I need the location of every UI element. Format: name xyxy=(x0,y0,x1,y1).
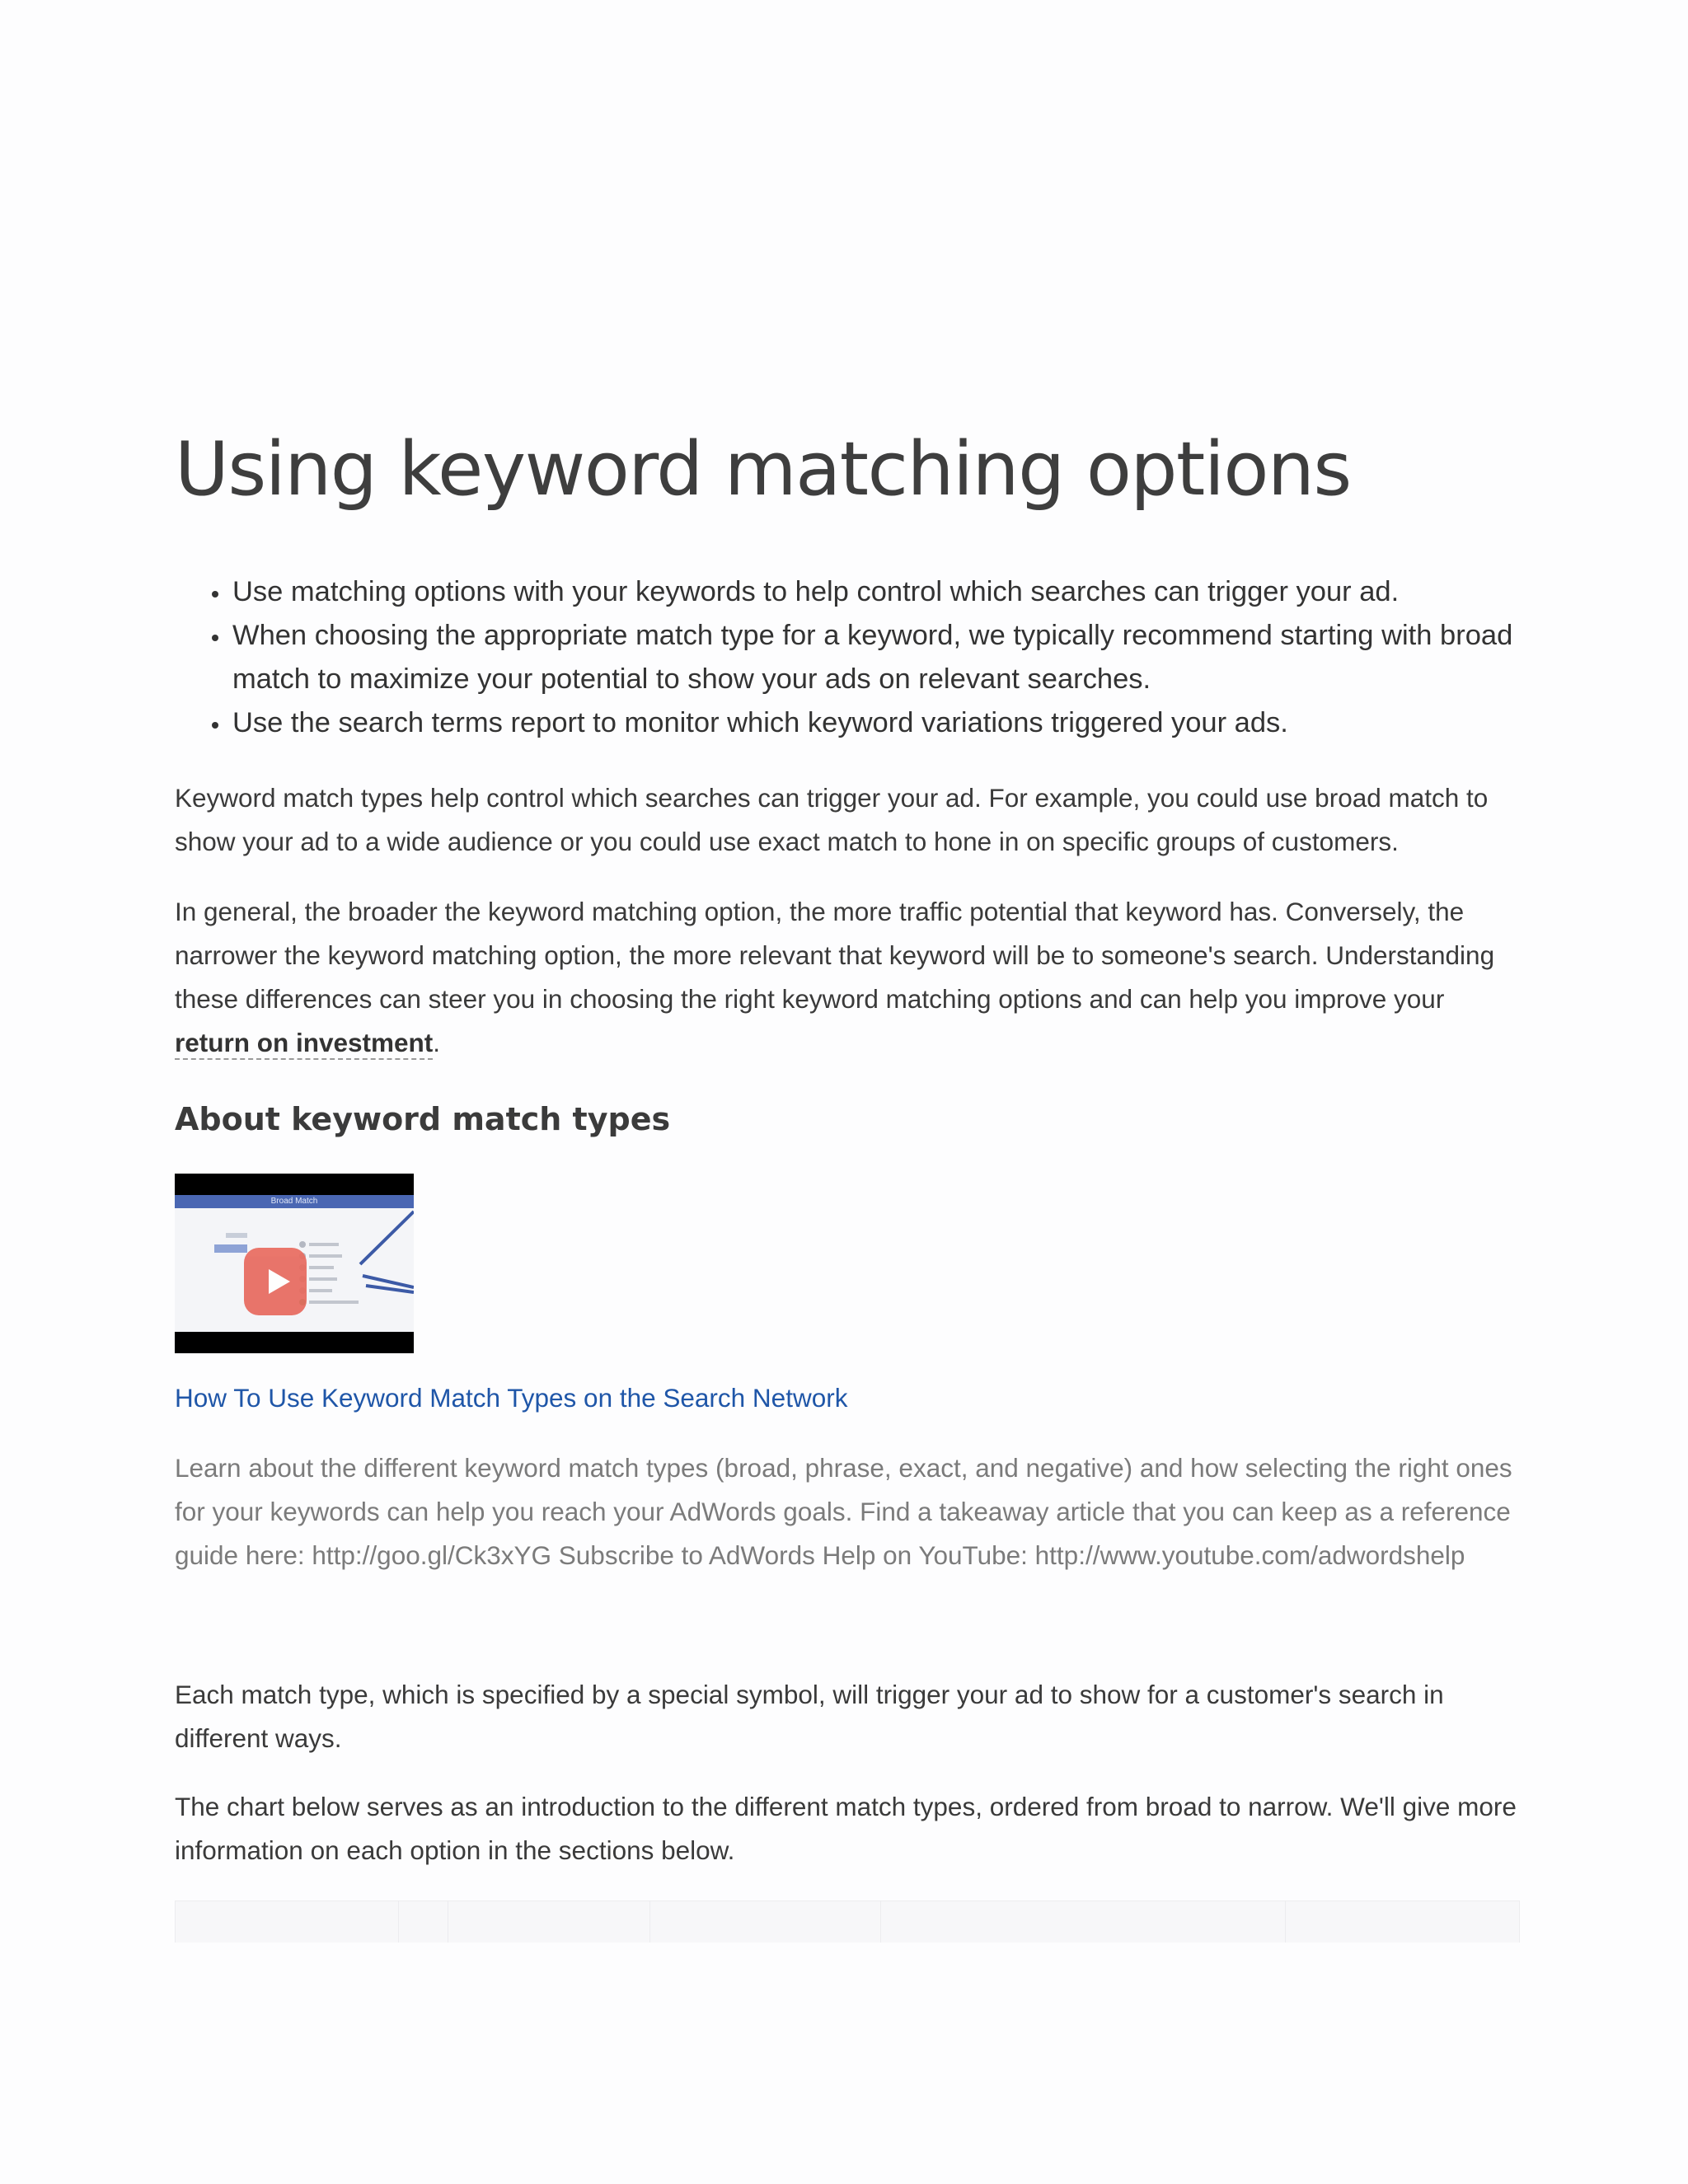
video-thumbnail-caption: Broad Match xyxy=(175,1195,414,1208)
table-header-cell xyxy=(176,1901,399,1943)
page-title: Using keyword matching options xyxy=(175,426,1351,513)
match-type-table-header xyxy=(175,1900,1520,1943)
list-item: • Use matching options with your keywords to help control which searches can trigger your ad. xyxy=(231,570,1517,614)
return-on-investment-link[interactable]: return on investment xyxy=(175,1028,433,1060)
video-description: Learn about the different keyword match types (broad, phrase, exact, and negative) and how selecting the right ones for your keywords can help you reach your AdWords goals. Find a takeaway article that you can keep as a reference guide here: http://goo.gl/Ck3xYG Subscribe to AdWords Help on YouTube: http://www.youtube.com/adwordshelp xyxy=(175,1453,1512,1570)
table-header-cell xyxy=(448,1901,650,1943)
video-title-link[interactable]: How To Use Keyword Match Types on the Search Network xyxy=(175,1383,848,1413)
play-icon[interactable] xyxy=(244,1248,307,1315)
intro-paragraph: Keyword match types help control which searches can trigger your ad. For example, you could use broad match to show your ad to a wide audience or you could use exact match to hone in on specific groups of customers. xyxy=(175,783,1489,856)
list-item: • Use the search terms report to monitor which keyword variations triggered your ads. xyxy=(231,701,1517,745)
video-thumbnail[interactable] xyxy=(175,1174,414,1353)
traffic-paragraph-text: In general, the broader the keyword matching option, the more traffic potential that keyword has. Conversely, the narrower the keyword matching option, the more relevant that keyword will be to someone's search. Understanding these differences can steer you in choosing the right keyword matching options and can help you improve your xyxy=(175,897,1495,1014)
table-header-cell xyxy=(1286,1901,1519,1943)
table-header-cell xyxy=(881,1901,1285,1943)
match-type-paragraph: Each match type, which is specified by a special symbol, will trigger your ad to show for a customer's search in different ways. xyxy=(175,1680,1444,1753)
list-item: • When choosing the appropriate match type for a keyword, we typically recommend starting with broad match to maximize your potential to show your ads on relevant searches. xyxy=(231,614,1517,701)
video-frame xyxy=(175,1195,414,1332)
chart-intro-paragraph: The chart below serves as an introduction to the different match types, ordered from broad to narrow. We'll give more information on each option in the sections below. xyxy=(175,1792,1517,1865)
table-header-cell xyxy=(399,1901,449,1943)
table-header-cell xyxy=(650,1901,881,1943)
summary-bullet-list xyxy=(175,570,1517,745)
traffic-paragraph xyxy=(175,890,1522,1065)
traffic-paragraph-end: . xyxy=(433,1028,441,1057)
section-heading: About keyword match types xyxy=(175,1101,671,1137)
